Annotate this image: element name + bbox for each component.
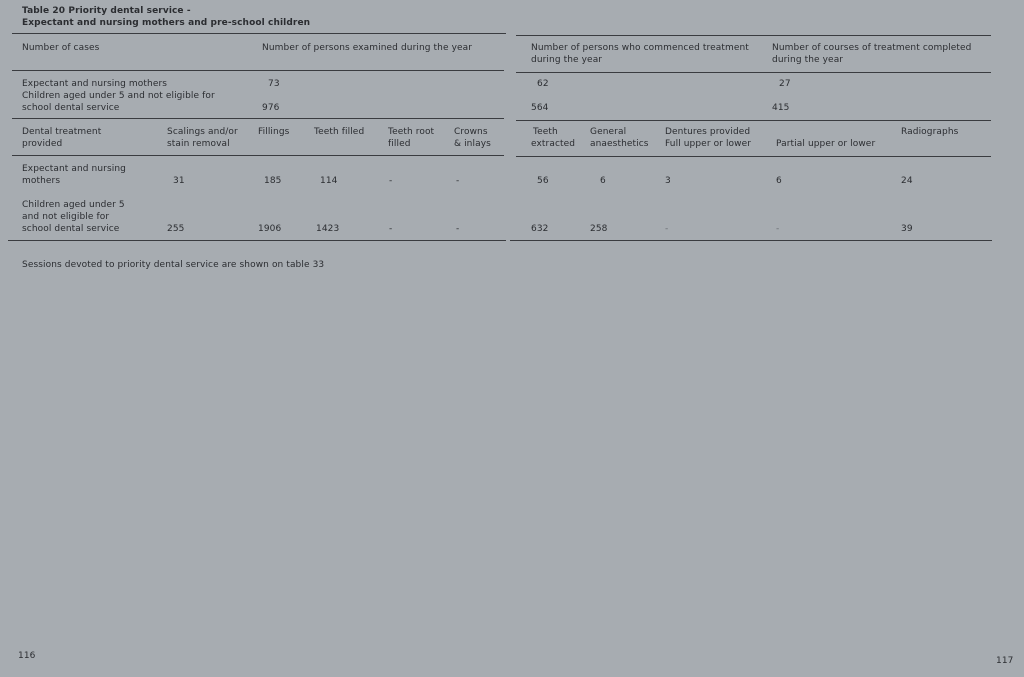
rule-treatment-header-left [12, 155, 504, 156]
header-crowns-1: Crowns [454, 127, 488, 137]
summary-row2-label-1: Children aged under 5 and not eligible for [22, 91, 215, 101]
rule-bottom-right [510, 240, 992, 241]
summary-row2-examined: 976 [262, 103, 280, 113]
header-anaesthetics-1: General [590, 127, 627, 137]
header-completed-1: Number of courses of treatment completed [772, 43, 972, 53]
header-scalings-2: stain removal [167, 139, 230, 149]
header-anaesthetics-2: anaesthetics [590, 139, 649, 149]
header-extracted-2: extracted [531, 139, 576, 149]
treatment-row1-fillings: 185 [264, 176, 282, 186]
treatment-row2-full: - [665, 224, 669, 234]
treatment-row1-teeth-filled: 114 [320, 176, 338, 186]
summary-row1-commenced: 62 [537, 79, 549, 89]
header-extracted-1: Teeth [533, 127, 558, 137]
header-root-2: filled [388, 139, 411, 149]
treatment-row2-label-2: and not eligible for [22, 212, 110, 222]
treatment-row2-teeth-filled: 1423 [316, 224, 340, 234]
header-fillings: Fillings [258, 127, 290, 137]
table-title: Table 20 Priority dental service - [22, 6, 191, 16]
header-commenced-1: Number of persons who commenced treatment [531, 43, 749, 53]
treatment-row2-extracted: 632 [531, 224, 549, 234]
treatment-row2-scalings: 255 [167, 224, 185, 234]
page-number-left: 116 [18, 651, 36, 661]
footnote: Sessions devoted to priority dental service are shown on table 33 [22, 260, 325, 270]
summary-row2-label-2: school dental service [22, 103, 120, 113]
treatment-row2-root: - [389, 224, 393, 234]
rule-treatment-header-right [516, 156, 991, 157]
treatment-row2-radiographs: 39 [901, 224, 913, 234]
rule-summary-header-left [12, 70, 504, 71]
header-completed-2: during the year [772, 55, 844, 65]
table-subtitle: Expectant and nursing mothers and pre-school children [22, 18, 311, 28]
summary-row1-completed: 27 [779, 79, 791, 89]
header-radiographs: Radiographs [901, 127, 959, 137]
treatment-row1-root: - [389, 176, 393, 186]
treatment-row1-radiographs: 24 [901, 176, 913, 186]
header-provided-1: Dental treatment [22, 127, 102, 137]
treatment-row1-label-1: Expectant and nursing [22, 164, 126, 174]
treatment-row1-full: 3 [665, 176, 671, 186]
treatment-row1-extracted: 56 [537, 176, 549, 186]
rule-top-right [516, 35, 991, 36]
header-dentures-partial: Partial upper or lower [776, 139, 876, 149]
rule-summary-bottom-right [516, 120, 991, 121]
header-dentures-full: Full upper or lower [665, 139, 752, 149]
rule-bottom-left [8, 240, 506, 241]
treatment-row1-partial: 6 [776, 176, 782, 186]
page-number-right: 117 [996, 656, 1014, 666]
treatment-row1-crowns: - [456, 176, 460, 186]
treatment-row1-label-2: mothers [22, 176, 61, 186]
header-teeth-filled: Teeth filled [314, 127, 365, 137]
summary-row1-label: Expectant and nursing mothers [22, 79, 168, 89]
header-crowns-2: & inlays [454, 139, 491, 149]
header-dentures: Dentures provided [665, 127, 751, 137]
rule-top-left [12, 33, 506, 34]
summary-row2-completed: 415 [772, 103, 790, 113]
treatment-row1-anaesthetics: 6 [600, 176, 606, 186]
rule-summary-bottom-left [12, 118, 504, 119]
header-cases: Number of cases [22, 43, 100, 53]
treatment-row2-fillings: 1906 [258, 224, 282, 234]
header-examined: Number of persons examined during the year [262, 43, 473, 53]
header-provided-2: provided [22, 139, 63, 149]
summary-row1-examined: 73 [268, 79, 280, 89]
rule-summary-header-right [516, 72, 991, 73]
treatment-row2-crowns: - [456, 224, 460, 234]
treatment-row1-scalings: 31 [173, 176, 185, 186]
treatment-row2-partial: - [776, 224, 780, 234]
treatment-row2-label-1: Children aged under 5 [22, 200, 125, 210]
treatment-row2-anaesthetics: 258 [590, 224, 608, 234]
treatment-row2-label-3: school dental service [22, 224, 120, 234]
header-commenced-2: during the year [531, 55, 603, 65]
header-scalings-1: Scalings and/or [167, 127, 238, 137]
header-root-1: Teeth root [388, 127, 435, 137]
summary-row2-commenced: 564 [531, 103, 549, 113]
